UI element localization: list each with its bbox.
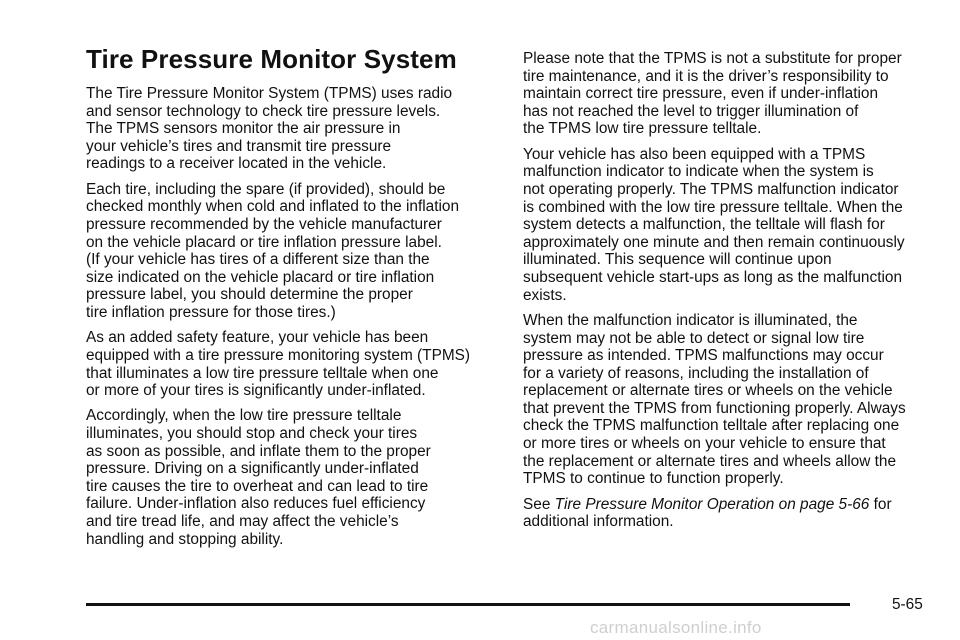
text-line: Accordingly, when the low tire pressure telltale [86,407,402,425]
text-line: replacement or alternate tires or wheels on the vehicle [523,382,893,400]
text-line: pressure recommended by the vehicle manufacturer [86,215,442,233]
cross-reference-link[interactable]: Tire Pressure Monitor Operation on page 5-66 [554,495,870,513]
text-line: pressure as intended. TPMS malfunctions may occur [523,347,884,365]
text-line: check the TPMS malfunction telltale after replacing one [523,417,900,435]
section-title: Tire Pressure Monitor System [86,44,457,74]
text-line: Each tire, including the spare (if provided), should be [86,180,446,198]
right-column [523,50,933,539]
text-line: equipped with a tire pressure monitoring system (TPMS) [86,346,471,364]
text-line: has not reached the level to trigger illumination of [523,102,859,120]
text-line: The Tire Pressure Monitor System (TPMS) uses radio [86,85,453,102]
left-column [86,85,498,556]
text-line: illuminates, you should stop and check your tires [86,425,418,443]
text-line: As an added safety feature, your vehicle has been [86,329,429,347]
text-line: tire maintenance, and it is the driver’s responsibility to [523,67,889,85]
text-line: the replacement or alternate tires and wheels allow the [523,452,897,470]
text-line: not operating properly. The TPMS malfunction indicator [523,180,899,198]
paragraph-safety-feature [86,329,498,399]
text-line: additional information. [523,513,674,531]
text-line: Your vehicle has also been equipped with a TPMS [523,145,866,163]
text-line: handling and stopping ability. [86,530,284,548]
text-line: TPMS to continue to function properly. [523,470,784,488]
text-line: subsequent vehicle start-ups as long as the malfunction [523,268,903,286]
text-line: and sensor technology to check tire pressure levels. [86,102,441,120]
text-line: readings to a receiver located in the vehicle. [86,155,387,173]
paragraph-telltale-action [86,407,498,548]
text-line: your vehicle’s tires and transmit tire pressure [86,137,392,155]
text-line: is combined with the low tire pressure telltale. When the [523,198,903,216]
see-also-suffix: for [869,495,892,513]
footer-rule [86,603,850,606]
paragraph-tpms-intro [86,85,498,173]
paragraph-monthly-check [86,181,498,322]
text-line: size indicated on the vehicle placard or tire inflation [86,268,435,286]
page-number: 5-65 [892,596,923,613]
text-line: (If your vehicle has tires of a different size than the [86,251,430,269]
text-line: exists. [523,286,567,304]
text-line: or more tires or wheels on your vehicle to ensure that [523,435,886,453]
paragraph-malfunction-illuminated [523,312,933,488]
text-line: failure. Under-inflation also reduces fuel efficiency [86,495,426,513]
paragraph-not-substitute [523,50,933,138]
paragraph-see-also [523,496,933,531]
text-line: that prevent the TPMS from functioning properly. Always [523,399,906,417]
text-line: Please note that the TPMS is not a substitute for proper [523,50,902,67]
text-line: tire inflation pressure for those tires.) [86,303,336,321]
see-also-line [523,496,933,514]
text-line: pressure label, you should determine the proper [86,286,413,304]
text-line: on the vehicle placard or tire inflation pressure label. [86,233,442,251]
text-line: malfunction indicator to indicate when the system is [523,163,874,181]
text-line: pressure. Driving on a significantly under-inflated [86,460,419,478]
see-also-prefix: See [523,495,555,513]
text-line: approximately one minute and then remain continuously [523,233,905,251]
text-line: The TPMS sensors monitor the air pressure in [86,120,401,138]
text-line: maintain correct tire pressure, even if under-inflation [523,85,879,103]
text-line: illuminated. This sequence will continue upon [523,251,832,269]
text-line: When the malfunction indicator is illuminated, the [523,311,858,329]
text-line: system may not be able to detect or signal low tire [523,329,865,347]
text-line: that illuminates a low tire pressure telltale when one [86,364,439,382]
text-line: or more of your tires is significantly under-inflated. [86,382,426,400]
paragraph-malfunction-indicator [523,146,933,304]
text-line: and tire tread life, and may affect the vehicle’s [86,513,399,531]
text-line: checked monthly when cold and inflated to the inflation [86,198,460,216]
text-line: system detects a malfunction, the telltale will flash for [523,216,885,234]
watermark: carmanualsonline.info [590,618,762,637]
text-line: for a variety of reasons, including the installation of [523,364,869,382]
text-line: as soon as possible, and inflate them to the proper [86,442,431,460]
text-line: tire causes the tire to overheat and can lead to tire [86,477,429,495]
text-line: the TPMS low tire pressure telltale. [523,120,762,138]
